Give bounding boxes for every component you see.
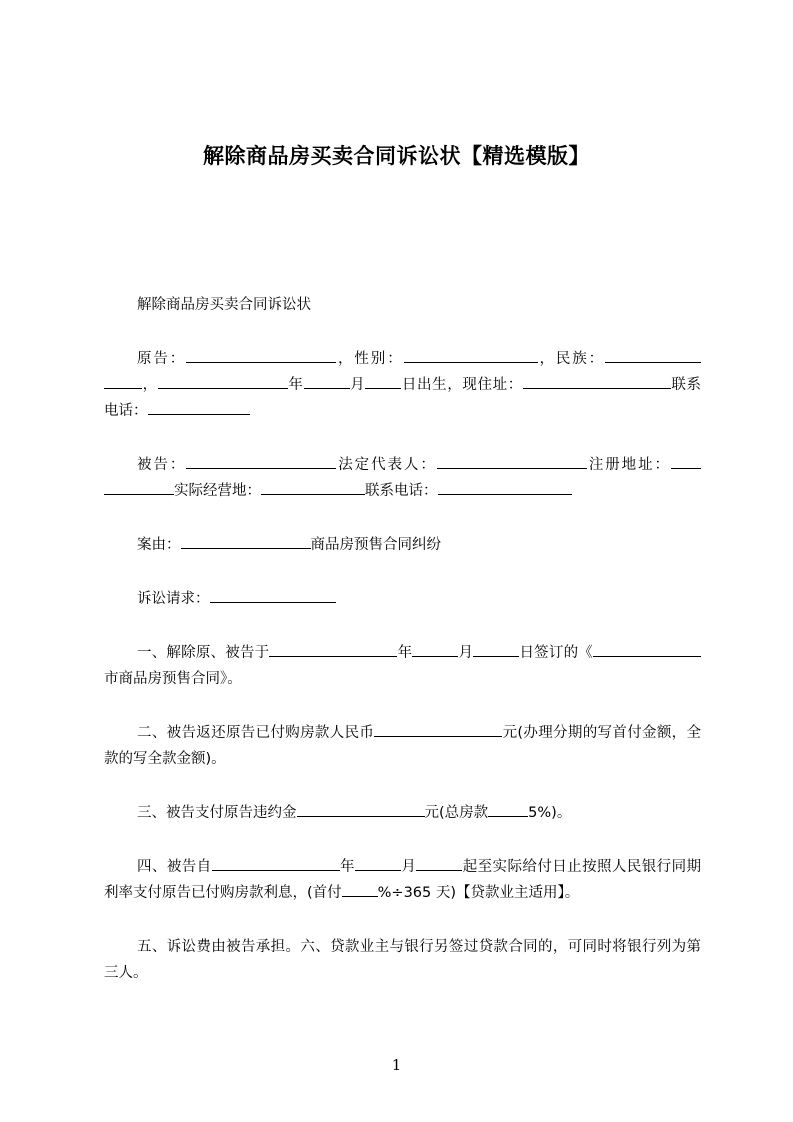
blank-field[interactable] [104,479,174,495]
claim-5: 五、诉讼费由被告承担。六、贷款业主与银行另签过贷款合同的，可同时将银行列为第三人。 [104,939,701,981]
blank-field[interactable] [186,453,336,469]
claim-1: 一、解除原、被告于 年 月 日签订的《市商品房预售合同》。 [104,640,701,692]
blank-field[interactable] [269,641,397,657]
blank-field[interactable] [437,453,587,469]
blank-field[interactable] [438,479,572,495]
blank-field[interactable] [473,641,519,657]
blank-field[interactable] [412,641,458,657]
blank-field[interactable] [261,479,365,495]
blank-field[interactable] [355,855,401,871]
plaintiff-paragraph: 原告： ，性别： ，民族：， 年 月 日出生，现住址： 联系电话： [104,346,701,424]
blank-field[interactable] [304,373,350,389]
blank-field[interactable] [593,641,663,657]
claims-label: 诉讼请求： [104,586,701,612]
blank-field[interactable] [663,641,701,657]
page-number: 1 [391,1056,402,1074]
blank-field[interactable] [158,373,288,389]
claim-3: 三、被告支付原告违约金 元(总房款 5%)。 [104,800,701,826]
blank-field[interactable] [404,347,538,363]
document-title: 解除商品房买卖合同诉讼状【精选模版】 [203,144,590,168]
blank-field[interactable] [605,347,701,363]
blank-field[interactable] [671,453,701,469]
blank-field[interactable] [342,881,378,897]
blank-field[interactable] [181,533,311,549]
blank-field[interactable] [104,373,142,389]
defendant-paragraph: 被告： 法定代表人： 注册地址：实际经营地： 联系电话： [104,452,701,504]
claim-2: 二、被告返还原告已付购房款人民币 元(办理分期的写首付金额，全款的写全款金额)。 [104,720,701,772]
blank-field[interactable] [210,587,336,603]
blank-field[interactable] [212,855,340,871]
subtitle: 解除商品房买卖合同诉讼状 [137,297,311,313]
blank-field[interactable] [148,399,250,415]
blank-field[interactable] [297,801,425,817]
cause-paragraph: 案由： 商品房预售合同纠纷 [104,532,701,558]
blank-field[interactable] [365,373,401,389]
blank-field[interactable] [186,347,336,363]
blank-field[interactable] [416,855,462,871]
blank-field[interactable] [488,801,528,817]
claim-4: 四、被告自 年 月 起至实际给付日止按照人民银行同期利率支付原告已付购房款利息，(首付 %÷365 天)【贷款业主适用】。 [104,854,701,906]
document-body [104,292,701,986]
blank-field[interactable] [374,721,502,737]
blank-field[interactable] [523,373,671,389]
